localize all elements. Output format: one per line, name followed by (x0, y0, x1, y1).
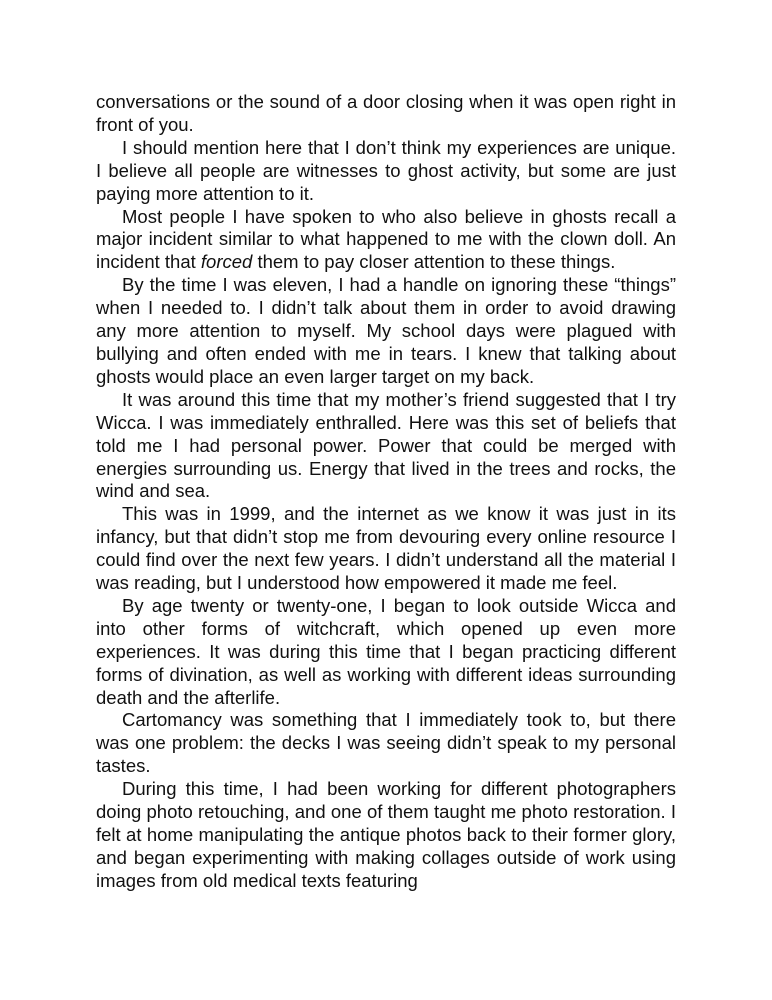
text-run: By age twenty or twenty-one, I began to look outside Wicca and into other forms of witchcraft, which opened up even more experiences. It was during this time that I began practicing different forms of divination, as well as working with different ideas surrounding death and the afterlife. (96, 594, 676, 708)
text-run: Most people I have spoken to who also believe in ghosts recall a major incident similar to what happened to me with the clown doll. An incident that (96, 205, 676, 273)
text-run: conversations or the sound of a door closing when it was open right in front of you. (96, 91, 676, 135)
paragraph (96, 274, 676, 389)
text-run: This was in 1999, and the internet as we know it was just in its infancy, but that didn’t stop me from devouring every online resource I could find over the next few years. I didn’t understand all the material I was reading, but I understood how empowered it made me feel. (96, 503, 676, 594)
text-run: I should mention here that I don’t think my experiences are unique. I believe all people are witnesses to ghost activity, but some are just paying more attention to it. (96, 136, 676, 204)
text-run: During this time, I had been working for different photographers doing photo retouching, and one of them taught me photo restoration. I felt at home manipulating the antique photos back to their former glory, and began experimenting with making collages outside of work using images from old medical texts featuring (96, 778, 676, 891)
book-page (96, 91, 676, 893)
text-run: them to pay closer attention to these things. (252, 251, 616, 273)
paragraph (96, 503, 676, 595)
text-run: By the time I was eleven, I had a handle on ignoring these “things” when I needed to. I didn’t talk about them in order to avoid drawing any more attention to myself. My school days were plagued with bullying and often ended with me in tears. I knew that talking about ghosts would place an even larger target on my back. (96, 274, 676, 387)
paragraph (96, 595, 676, 710)
paragraph (96, 137, 676, 206)
paragraph (96, 709, 676, 778)
italic-emphasis: forced (200, 251, 253, 273)
paragraph (96, 206, 676, 275)
text-run: It was around this time that my mother’s friend suggested that I try Wicca. I was immediately enthralled. Here was this set of beliefs that told me I had personal power. Power that could be merged with energies surrounding us. Energy that lived in the trees and rocks, the wind and sea. (96, 388, 676, 502)
paragraph (96, 778, 676, 893)
text-run: Cartomancy was something that I immediately took to, but there was one problem: the decks I was seeing didn’t speak to my personal tastes. (96, 709, 676, 777)
paragraph-continuation (96, 91, 676, 137)
paragraph (96, 389, 676, 504)
